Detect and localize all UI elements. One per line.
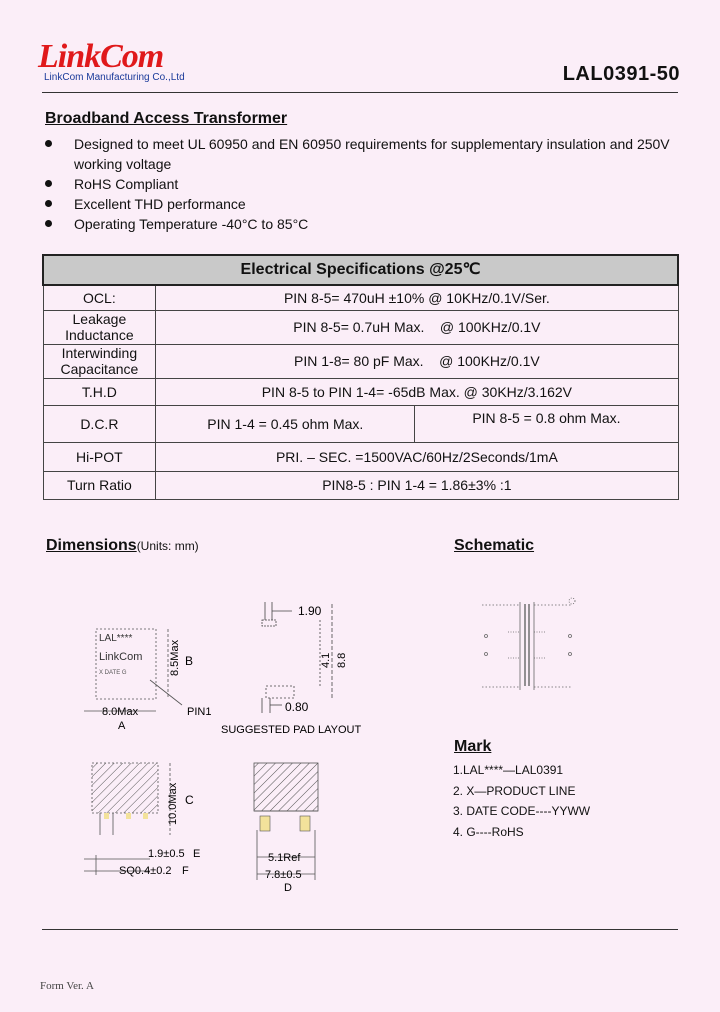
dim-label-d: D xyxy=(284,882,292,894)
dim-78: 7.8±0.5 xyxy=(265,869,302,881)
pad-dim-080: 0.80 xyxy=(285,700,309,714)
pad-layout-caption: SUGGESTED PAD LAYOUT xyxy=(221,724,362,736)
spec-value-thd: PIN 8-5 to PIN 1-4= -65dB Max. @ 30KHz/3.162V xyxy=(156,378,678,405)
spec-value-leakage: PIN 8-5= 0.7uH Max. @ 100KHz/0.1V xyxy=(156,310,678,344)
mark-item: 2. X—PRODUCT LINE xyxy=(453,783,576,798)
pad-dim-88: 8.8 xyxy=(336,652,348,668)
feature-item: Designed to meet UL 60950 and EN 60950 requirements for supplementary insulation and 250V working voltage xyxy=(40,134,680,174)
spec-label-leakage: Leakage Inductance xyxy=(43,310,156,344)
spec-label-dcr: D.C.R xyxy=(43,405,156,442)
pin1-label: PIN1 xyxy=(187,706,212,718)
spec-value-interwinding: PIN 1-8= 80 pF Max. @ 100KHz/0.1V xyxy=(156,344,678,378)
dim-label-f: F xyxy=(182,865,189,877)
spec-value-dcr-b: PIN 8-5 = 0.8 ohm Max. xyxy=(415,405,678,442)
dim-sq: SQ0.4±0.2 xyxy=(119,865,172,877)
company-logo: LinkCom xyxy=(38,38,164,75)
dimensions-heading xyxy=(46,537,199,555)
mark-item: 1.LAL****—LAL0391 xyxy=(453,763,564,777)
part-number: LAL0391-50 xyxy=(562,63,680,85)
spec-label-thd: T.H.D xyxy=(43,378,156,405)
feature-item: Excellent THD performance xyxy=(40,194,680,214)
mark-title: Mark xyxy=(454,738,492,755)
dim-height-100: 10.0Max xyxy=(167,782,179,825)
header-divider xyxy=(42,92,678,93)
pad-dim-41: 4.1 xyxy=(320,652,332,668)
dim-19: 1.9±0.5 xyxy=(148,848,185,860)
spec-label-turn-ratio: Turn Ratio xyxy=(43,471,156,499)
company-name: LinkCom Manufacturing Co.,Ltd xyxy=(44,72,185,83)
dimension-drawings xyxy=(0,580,720,900)
top-mark-line-2: LinkCom xyxy=(99,651,143,663)
mark-item: 3. DATE CODE----YYWW xyxy=(453,804,591,818)
spec-label-hipot: Hi-POT xyxy=(43,442,156,471)
side-view-pins xyxy=(104,813,148,819)
dim-label-a: A xyxy=(118,720,126,732)
dimensions-units: (Units: mm) xyxy=(136,539,199,553)
dim-label-e: E xyxy=(193,848,201,860)
dim-width-80: 8.0Max xyxy=(102,706,139,718)
feature-item: RoHS Compliant xyxy=(40,174,680,194)
dim-label-c: C xyxy=(185,793,194,807)
schematic-title: Schematic xyxy=(454,537,535,554)
spec-value-turn-ratio: PIN8-5 : PIN 1-4 = 1.86±3% :1 xyxy=(156,471,678,499)
feature-item: Operating Temperature -40°C to 85°C xyxy=(40,214,680,234)
schematic-drawing xyxy=(482,598,575,690)
dim-height-85: 8.5Max xyxy=(169,639,181,676)
mark-item: 4. G----RoHS xyxy=(453,824,524,839)
pad-dim-190: 1.90 xyxy=(298,604,322,618)
electrical-spec-table xyxy=(42,254,679,500)
spec-label-interwinding: Interwinding Capacitance xyxy=(43,344,156,378)
product-title: Broadband Access Transformer xyxy=(45,110,288,127)
feature-list xyxy=(40,134,680,234)
dimensions-title: Dimensions xyxy=(46,537,137,554)
spec-label-ocl: OCL: xyxy=(43,285,156,310)
spec-table-heading: Electrical Specifications @25℃ xyxy=(43,255,678,285)
footer-divider xyxy=(42,929,678,930)
spec-value-hipot: PRI. – SEC. =1500VAC/60Hz/2Seconds/1mA xyxy=(156,442,678,471)
form-version: Form Ver. A xyxy=(40,980,94,992)
top-mark-line-1: LAL**** xyxy=(99,633,133,644)
spec-value-ocl: PIN 8-5= 470uH ±10% @ 10KHz/0.1V/Ser. xyxy=(156,285,678,310)
mark-list xyxy=(453,760,590,842)
front-view-pins xyxy=(260,816,310,831)
top-mark-line-3: X DATE G xyxy=(99,670,127,676)
spec-value-dcr-a: PIN 1-4 = 0.45 ohm Max. xyxy=(156,405,415,442)
dim-51: 5.1Ref xyxy=(268,852,301,864)
dim-label-b: B xyxy=(185,654,194,668)
